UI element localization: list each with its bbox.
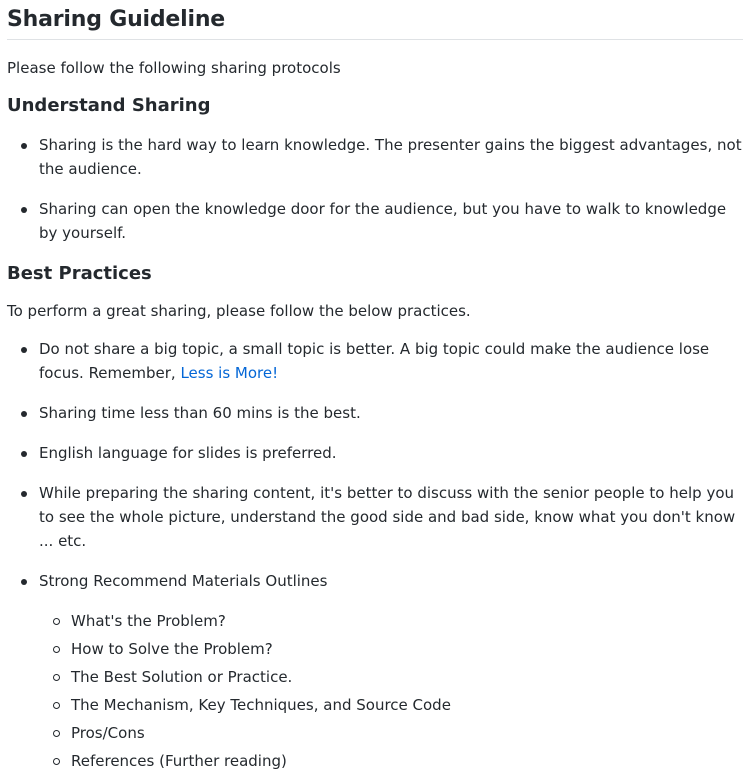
sublist-item: What's the Problem? — [39, 609, 743, 633]
best-practices-intro: To perform a great sharing, please follow the below practices. — [7, 302, 471, 320]
list-item: While preparing the sharing content, it's better to discuss with the senior people to help you to see the whole picture, understand the good side and bad side, know what you don't know ... etc. — [7, 481, 743, 553]
page-title: Sharing Guideline — [7, 0, 743, 40]
less-is-more-link[interactable]: Less is More! — [180, 364, 279, 382]
list-item-text: Do not share a big topic, a small topic is better. A big topic could make the audience lose focus. Remember, — [39, 340, 710, 382]
intro-paragraph: Please follow the following sharing protocols — [7, 59, 341, 77]
list-item — [7, 569, 743, 773]
understand-list — [7, 133, 743, 245]
sublist-item: Pros/Cons — [39, 721, 743, 745]
section-heading-understand: Understand Sharing — [7, 95, 211, 116]
sublist-item: References (Further reading) — [39, 749, 743, 773]
list-item: Sharing can open the knowledge door for the audience, but you have to walk to knowledge by yourself. — [7, 197, 743, 245]
outline-sublist — [39, 609, 743, 773]
list-item: Sharing is the hard way to learn knowledge. The presenter gains the biggest advantages, not the audience. — [7, 133, 743, 181]
best-practices-list — [7, 337, 743, 773]
list-item-text: Strong Recommend Materials Outlines — [39, 572, 328, 590]
section-heading-best-practices: Best Practices — [7, 263, 152, 284]
sublist-item: The Mechanism, Key Techniques, and Source Code — [39, 693, 743, 717]
sublist-item: The Best Solution or Practice. — [39, 665, 743, 689]
list-item: English language for slides is preferred. — [7, 441, 743, 465]
list-item — [7, 337, 743, 385]
list-item: Sharing time less than 60 mins is the best. — [7, 401, 743, 425]
sublist-item: How to Solve the Problem? — [39, 637, 743, 661]
